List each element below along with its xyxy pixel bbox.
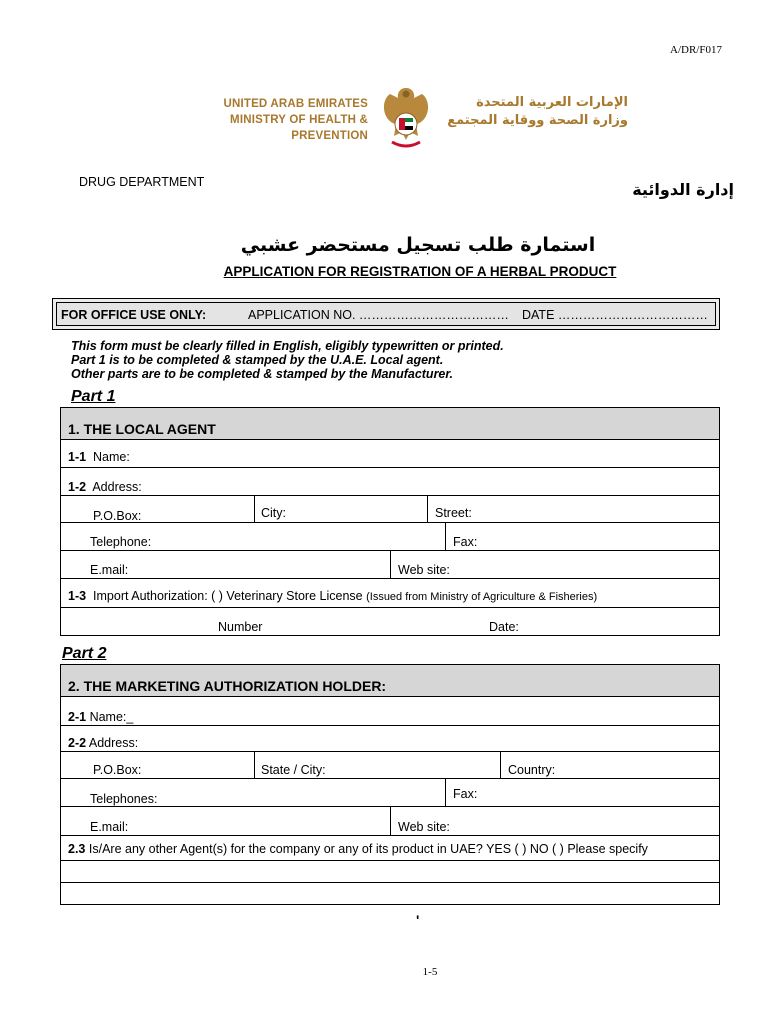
- field-number: 1-2: [68, 480, 87, 494]
- specify-line[interactable]: [61, 860, 719, 882]
- agent-name-label: Name:: [93, 450, 130, 464]
- state-city-field[interactable]: State / City:: [254, 752, 500, 778]
- part2-heading: Part 2: [62, 645, 107, 662]
- form-code: A/DR/F017: [670, 44, 722, 56]
- note-line: This form must be clearly filled in English, eligibly typewritten or printed.: [71, 339, 504, 353]
- agent-address-label: Address:: [92, 480, 142, 494]
- ministry-ar-line1: الإمارات العربية المتحدة: [476, 95, 628, 110]
- holder-address-row[interactable]: [61, 725, 719, 751]
- city-field[interactable]: City:: [254, 496, 427, 522]
- specify-line[interactable]: [61, 882, 719, 904]
- license-number-row[interactable]: [61, 607, 719, 635]
- form-title-en: APPLICATION FOR REGISTRATION OF A HERBAL PRODUCT: [223, 264, 617, 279]
- section-header: [61, 408, 719, 439]
- website-field[interactable]: Web site:: [390, 551, 719, 578]
- field-number: 2.3: [68, 842, 86, 856]
- application-no-field[interactable]: APPLICATION NO. ………………………………: [248, 308, 509, 322]
- country-field[interactable]: Country:: [500, 752, 719, 778]
- office-use-box: [52, 298, 720, 330]
- field-number: 2-2: [68, 736, 87, 750]
- telephone-field[interactable]: Telephone:: [90, 535, 152, 549]
- ministry-line2: MINISTRY OF HEALTH & PREVENTION: [230, 114, 368, 142]
- ministry-name-ar: [438, 94, 628, 130]
- ministry-ar-line2: وزارة الصحة ووقاية المجتمع: [447, 113, 628, 128]
- telephones-field[interactable]: Telephones:: [90, 792, 158, 806]
- website-field[interactable]: Web site:: [390, 807, 719, 835]
- ministry-name-en: [160, 96, 368, 144]
- marketing-holder-table: [60, 664, 720, 905]
- other-agents-label: Is/Are any other Agent(s) for the company or any of its product in UAE? YES ( ) NO ( ) Please specify: [88, 842, 648, 856]
- pobox-field[interactable]: P.O.Box:: [93, 763, 142, 777]
- agent-phone-row: [61, 522, 719, 550]
- holder-name-label: Name:_: [89, 710, 134, 724]
- street-field[interactable]: Street:: [427, 496, 719, 522]
- holder-web-row: [61, 806, 719, 835]
- field-number: 2-1: [68, 710, 87, 724]
- fax-field[interactable]: Fax:: [445, 523, 719, 550]
- email-field[interactable]: E.mail:: [90, 820, 129, 834]
- note-line: Other parts are to be completed & stamped by the Manufacturer.: [71, 367, 454, 381]
- form-title-ar: استمارة طلب تسجيل مستحضر عشبي: [240, 234, 596, 256]
- uae-emblem-icon: [380, 84, 432, 150]
- note-line: Part 1 is to be completed & stamped by the U.A.E. Local agent.: [71, 353, 444, 367]
- department-en: DRUG DEPARTMENT: [79, 175, 205, 189]
- pobox-field[interactable]: P.O.Box:: [93, 509, 142, 523]
- instructions: [71, 339, 504, 381]
- agent-location-row: [61, 495, 719, 522]
- license-number-label: Number: [218, 620, 263, 634]
- holder-location-row: [61, 751, 719, 778]
- email-field[interactable]: E.mail:: [90, 563, 129, 577]
- import-authorization-row[interactable]: [61, 578, 719, 607]
- holder-name-row[interactable]: [61, 696, 719, 725]
- page-number: 1-5: [422, 966, 438, 978]
- separator-mark: ': [416, 912, 420, 928]
- field-number: 1-3: [68, 589, 87, 603]
- ministry-line1: UNITED ARAB EMIRATES: [223, 98, 368, 110]
- agent-web-row: [61, 550, 719, 578]
- import-authorization-note: (Issued from Ministry of Agriculture & Fisheries): [366, 591, 598, 603]
- fax-field[interactable]: Fax:: [445, 779, 719, 806]
- office-use-label: FOR OFFICE USE ONLY:: [61, 308, 207, 322]
- holder-phone-row: [61, 778, 719, 806]
- field-number: 1-1: [68, 450, 87, 464]
- department-ar: إدارة الدوائية: [632, 180, 734, 199]
- import-authorization-label: Import Authorization: ( ) Veterinary Store License: [93, 589, 363, 603]
- other-agents-row[interactable]: [61, 835, 719, 860]
- agent-name-row[interactable]: [61, 439, 719, 467]
- section-header: [61, 665, 719, 696]
- part1-heading: Part 1: [71, 388, 116, 405]
- section-title: 2. THE MARKETING AUTHORIZATION HOLDER:: [68, 678, 387, 694]
- license-date-label: Date:: [489, 620, 519, 634]
- holder-address-label: Address:: [88, 736, 139, 750]
- local-agent-table: [60, 407, 720, 636]
- section-title: 1. THE LOCAL AGENT: [68, 421, 216, 437]
- agent-address-row[interactable]: [61, 467, 719, 495]
- office-date-field[interactable]: DATE ………………………………: [522, 308, 708, 322]
